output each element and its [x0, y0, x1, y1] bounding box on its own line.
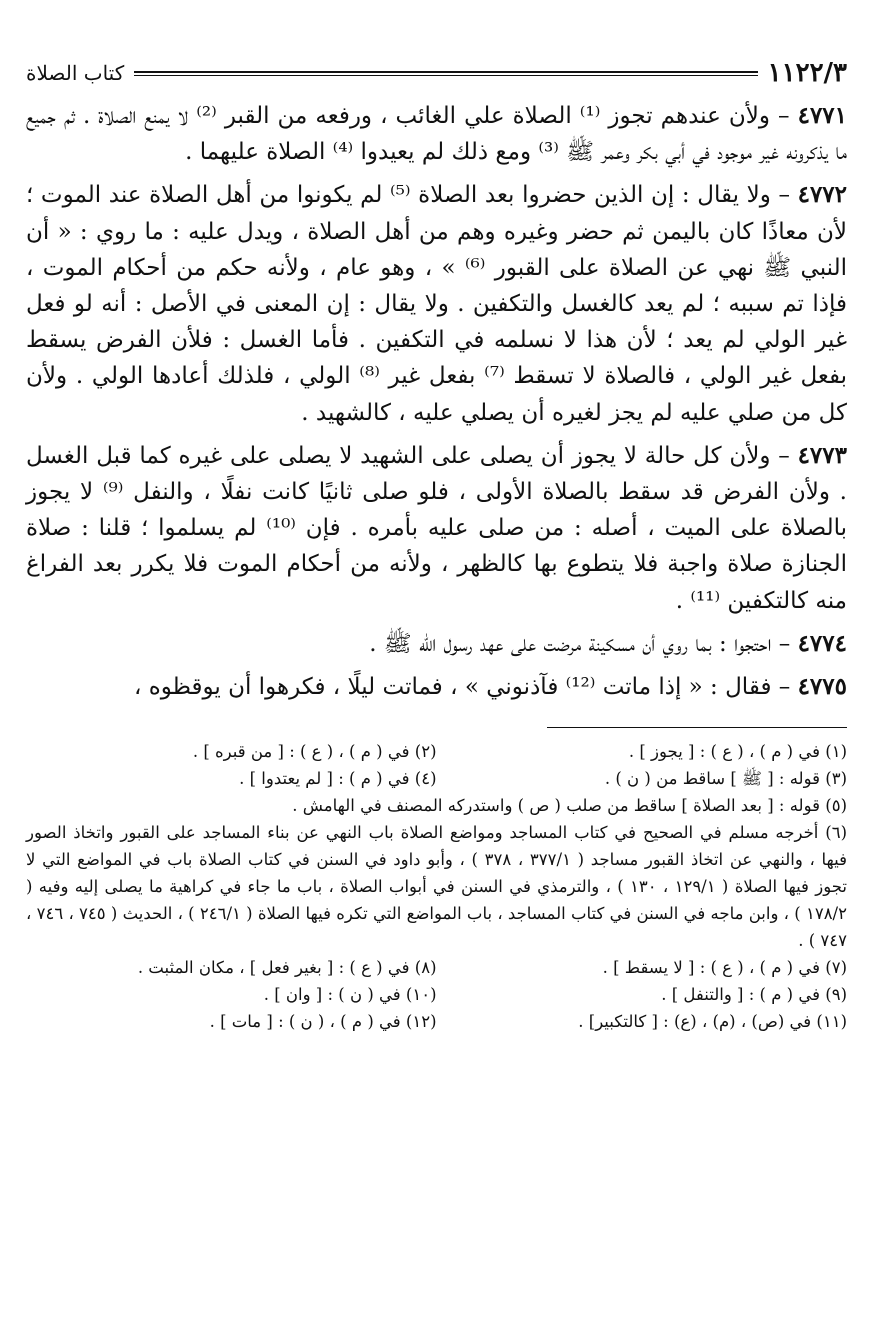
- footnote-separator-wrap: [26, 727, 847, 728]
- footnote-11: (١١) في (ص) ، (م) ، (ع) : [ كالتكبير] .: [578, 1012, 847, 1032]
- paragraph-4772: [26, 177, 847, 430]
- paragraph-number: ٤٧٧٤: [797, 629, 847, 657]
- footnotes: [26, 738, 847, 1035]
- paragraph-text: – ولأن كل حالة لا يجوز أن يصلى على الشهيد لا يصلى على غيره كما قبل الغسل . ولأن الفرض قد سقط بالصلاة الأولى ، فلو صلى ثانيًا كانت نفلًا ، والنفل ⁽⁹⁾ لا يجوز بالصلاة على الميت ، أصله : من صلى عليه بأمره . فإن ⁽¹⁰⁾ لم يسلموا ؛ قلنا : صلاة الجنازة صلاة واجبة فلا يتطوع بها كالظهر ، ولأنه من أحكام الموت فلا يكرر بعد الفراغ منه كالتكفين ⁽¹¹⁾ .: [26, 442, 847, 614]
- footnote-3: (٣) قوله : [ ﷺ ] ساقط من ( ن ) .: [604, 769, 847, 789]
- paragraph-number: ٤٧٧٥: [797, 673, 847, 701]
- paragraph-text: – فقال : « إذا ماتت ⁽¹²⁾ فآذنوني » ، فماتت ليلًا ، فكرهوا أن يوقظوه ،: [133, 674, 791, 701]
- footnote-12: (١٢) في ( م ) ، ( ن ) : [ مات ] .: [209, 1012, 437, 1032]
- paragraph-number: ٤٧٧٣: [797, 441, 847, 469]
- paragraph-4774: [26, 626, 847, 662]
- page-number: ١١٢٢/٣: [767, 58, 847, 88]
- main-text: [26, 98, 847, 705]
- footnote-row: [26, 954, 847, 981]
- running-header: [26, 58, 847, 88]
- chapter-title: كتاب الصلاة: [26, 61, 125, 85]
- paragraph-text: – ولا يقال : إن الذين حضروا بعد الصلاة ⁽⁵⁾ لم يكونوا من أهل الصلاة عند الموت ؛ لأن معاذًا كان باليمن ثم حضر وغيره وهم من أهل الصلاة ، ويدل عليه : ما روي : « أن النبي ﷺ نهي عن الصلاة على القبور ⁽⁶⁾ » ، وهو عام ، ولأنه حكم من أحكام الموت ، فإذا تم سببه ؛ لم يعد كالغسل والتكفين . ولا يقال : إن المعنى في الأصل : أنه لو فعل غير الولي لم يعد ؛ لأن هذا لا نسلمه في التكفين . فأما الغسل : فلأن الفرض يسقط بفعل غير الولي ، فالصلاة لا تسقط ⁽⁷⁾ بفعل غير ⁽⁸⁾ الولي ، فلذلك أعادها الولي . ولأن كل من صلي عليه لم يجز لغيره أن يصلي عليه ، كالشهيد .: [26, 182, 847, 426]
- footnote-9: (٩) في ( م ) : [ والتنفل ] .: [661, 985, 847, 1005]
- footnote-separator: [547, 727, 847, 728]
- footnote-6: (٦) أخرجه مسلم في الصحيح في كتاب المساجد ومواضع الصلاة باب النهي عن بناء المساجد على القبور واتخاذ الصور فيها ، والنهي عن اتخاذ القبور مساجد ( ٣٧٧/١ ، ٣٧٨ ) ، وأبو داود في السنن في كتاب الصلاة باب في المواضع التي لا تجوز فيها الصلاة ( ١٢٩/١ ، ١٣٠ ) ، والترمذي في السنن في أبواب الصلاة ، باب ما جاء في كراهية ما يصلى إليه وفيه ( ١٧٨/٢ ) ، وابن ماجه في السنن في كتاب المساجد ، باب المواضع التي تكره فيها الصلاة ( ٢٤٦/١ ) ، الحديث ( ٧٤٥ ، ٧٤٦ ، ٧٤٧ ) .: [26, 823, 847, 951]
- footnote-row: [26, 765, 847, 792]
- paragraph-4775: [26, 669, 847, 705]
- footnote-5: (٥) قوله : [ بعد الصلاة ] ساقط من صلب ( ص ) واستدركه المصنف في الهامش .: [292, 796, 847, 816]
- footnote-row: [26, 738, 847, 765]
- footnote-1: (١) في ( م ) ، ( ع ) : [ يجوز ] .: [628, 742, 847, 762]
- paragraph-text: – احتجوا : بما روي أن مسكينة مرضت على عهد رسول الله ﷺ .: [369, 630, 791, 657]
- footnote-2: (٢) في ( م ) ، ( ع ) : [ من قبره ] .: [192, 742, 437, 762]
- paragraph-text: – ولأن عندهم تجوز ⁽¹⁾ الصلاة علي الغائب ، ورفعه من القبر ⁽²⁾ لا يمنع الصلاة . ثم جميع ما يذكرونه غير موجود في أبي بكر وعمر ﷺ ⁽³⁾ ومع ذلك لم يعيدوا ⁽⁴⁾ الصلاة عليهما .: [26, 103, 847, 166]
- paragraph-4771: [26, 98, 847, 170]
- footnote-row: [26, 981, 847, 1008]
- paragraph-4773: [26, 438, 847, 619]
- footnote-10: (١٠) في ( ن ) : [ وان ] .: [263, 985, 437, 1005]
- footnote-8: (٨) في ( ع ) : [ بغير فعل ] ، مكان المثبت .: [137, 958, 437, 978]
- footnote-4: (٤) في ( م ) : [ لم يعتدوا ] .: [239, 769, 437, 789]
- paragraph-number: ٤٧٧١: [797, 102, 848, 129]
- footnote-row: [26, 1008, 847, 1035]
- paragraph-number: ٤٧٧٢: [797, 181, 848, 209]
- header-rule: [134, 71, 757, 76]
- footnote-7: (٧) في ( م ) ، ( ع ) : [ لا يسقط ] .: [602, 958, 847, 978]
